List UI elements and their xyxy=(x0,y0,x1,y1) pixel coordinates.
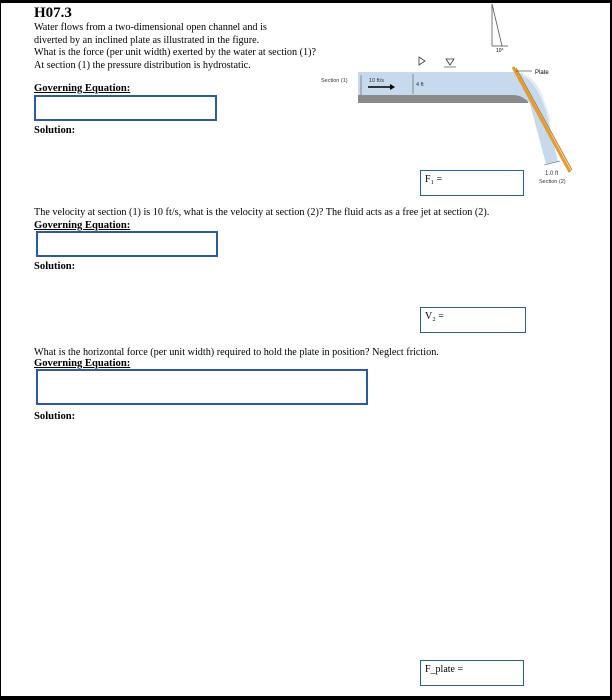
water-body xyxy=(358,72,558,164)
governing-equation-label-1: Governing Equation: xyxy=(34,83,131,94)
governing-equation-box-2[interactable] xyxy=(36,231,218,257)
governing-equation-box-1[interactable] xyxy=(34,95,217,121)
solution-label-3: Solution: xyxy=(34,411,76,422)
answer-box-v2[interactable]: V₂ = xyxy=(420,307,526,333)
statement-line: At section (1) the pressure distribution is hydrostatic. xyxy=(34,59,251,71)
section1-label: Section (1) xyxy=(321,78,348,84)
governing-equation-label-3: Governing Equation: xyxy=(34,358,131,369)
arrow-marker-icon xyxy=(419,57,425,65)
thickness-label: 1.0 ft xyxy=(545,171,559,177)
governing-equation-label-2: Governing Equation: xyxy=(34,220,131,231)
statement-line: diverted by an inclined plate as illustrated in the figure. xyxy=(34,34,260,46)
section2-label: Section (2) xyxy=(539,179,566,185)
channel-floor xyxy=(358,95,528,103)
answer-box-fplate[interactable]: F_plate = xyxy=(420,660,524,686)
question-3: What is the horizontal force (per unit width) required to hold the plate in position? Neglect friction. xyxy=(34,347,439,358)
problem-title: H07.3 xyxy=(34,5,72,21)
angle-line xyxy=(492,4,502,46)
free-surface-icon xyxy=(446,59,454,65)
solution-label-2: Solution: xyxy=(34,261,76,272)
answer-box-f1[interactable]: F₁ = xyxy=(420,170,524,196)
governing-equation-box-3[interactable] xyxy=(36,369,368,405)
statement-line: Water flows from a two-dimensional open channel and is xyxy=(34,22,267,33)
angle-label: 10° xyxy=(496,48,504,54)
page-border-bottom xyxy=(0,696,612,700)
question-2: The velocity at section (1) is 10 ft/s, what is the velocity at section (2)? The fluid acts as a free jet at section (2). xyxy=(34,207,490,218)
page-border-left xyxy=(0,0,1,700)
plate-label: Plate xyxy=(535,70,549,76)
problem-statement xyxy=(34,22,334,72)
inclined-plate xyxy=(513,67,570,172)
velocity-label: 10 ft/s xyxy=(369,78,384,84)
depth-label: 4 ft xyxy=(416,82,424,88)
statement-line: What is the force (per unit width) exerted by the water at section (1)? xyxy=(34,47,317,59)
solution-label-1: Solution: xyxy=(34,125,76,136)
